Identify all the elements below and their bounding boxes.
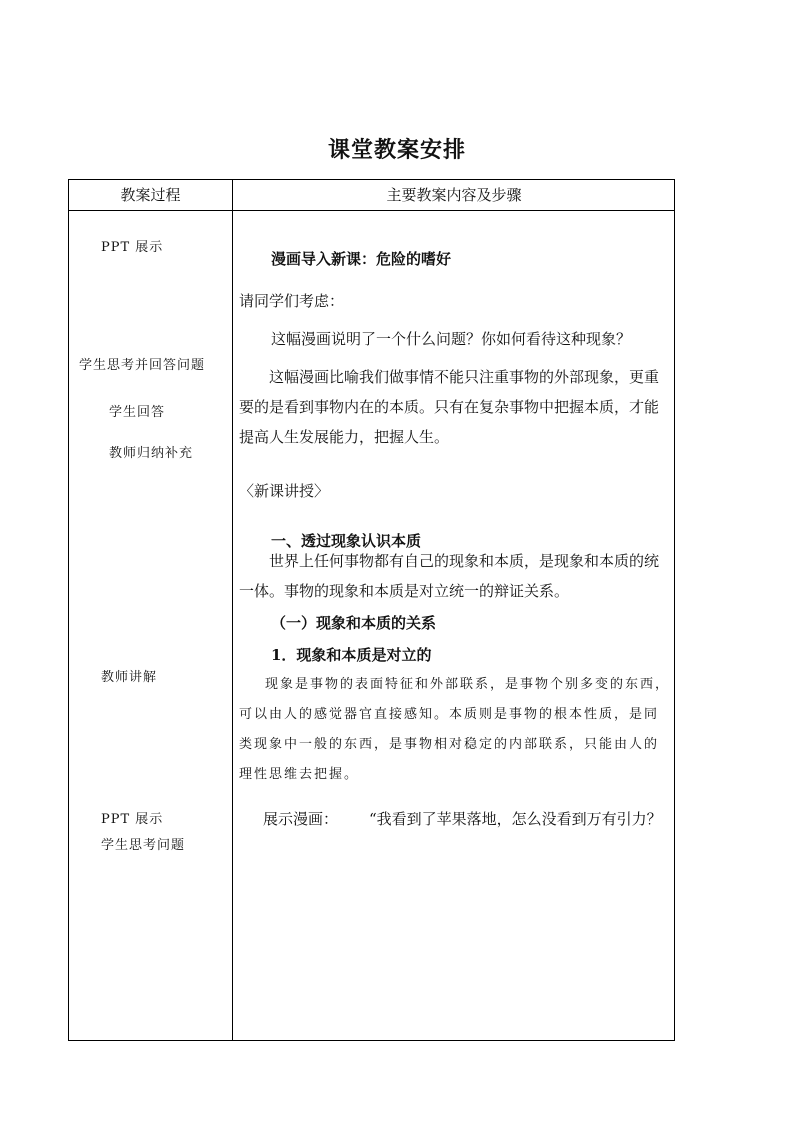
section1-title: 一、透过现象认识本质 [271,532,422,550]
page-title: 课堂教案安排 [327,138,466,163]
left-note-students-think: 学生思考问题 [101,838,186,853]
header-process: 教案过程 [120,186,181,204]
show-comic-label: 展示漫画： [263,810,339,828]
new-lesson-heading: 〈新课讲授〉 [239,482,330,500]
left-note-students-think-answer: 学生思考并回答问题 [79,358,206,373]
prompt-text: 请同学们考虑： [239,292,345,310]
subsection1-title: （一）现象和本质的关系 [271,614,437,632]
left-note-students-answer: 学生回答 [109,405,166,420]
column-divider [232,180,233,1040]
left-note-ppt-show-2: PPT 展示 [101,812,164,827]
point1-title: 1．现象和本质是对立的 [271,646,432,664]
question-text: 这幅漫画说明了一个什么问题？你如何看待这种现象？ [271,330,632,348]
lesson-plan-table [68,179,675,1041]
left-note-teacher-summary: 教师归纳补充 [109,446,194,461]
point1-paragraph: 现象是事物的表面特征和外部联系，是事物个别多变的东西，可以由人的感觉器官直接感知。本质则是事物的根本性质，是同类现象中一般的东西，是事物相对稳定的内部联系，只能由人的理性思维去把握。 [239,677,671,782]
left-note-teacher-explain: 教师讲解 [101,670,158,685]
show-comic-quote: “我看到了苹果落地，怎么没看到万有引力？ [369,810,662,828]
section1-paragraph: 世界上任何事物都有自己的现象和本质，是现象和本质的统一体。事物的现象和本质是对立统一的辩证关系。 [239,552,660,600]
intro-heading: 漫画导入新课：危险的嗜好 [271,250,452,268]
answer-paragraph: 这幅漫画比喻我们做事情不能只注重事物的外部现象，更重要的是看到事物内在的本质。只有在复杂事物中把握本质，才能提高人生发展能力，把握人生。 [239,368,660,446]
header-content: 主要教案内容及步骤 [386,186,522,204]
header-divider [69,210,674,211]
left-note-ppt-show: PPT 展示 [101,240,164,255]
